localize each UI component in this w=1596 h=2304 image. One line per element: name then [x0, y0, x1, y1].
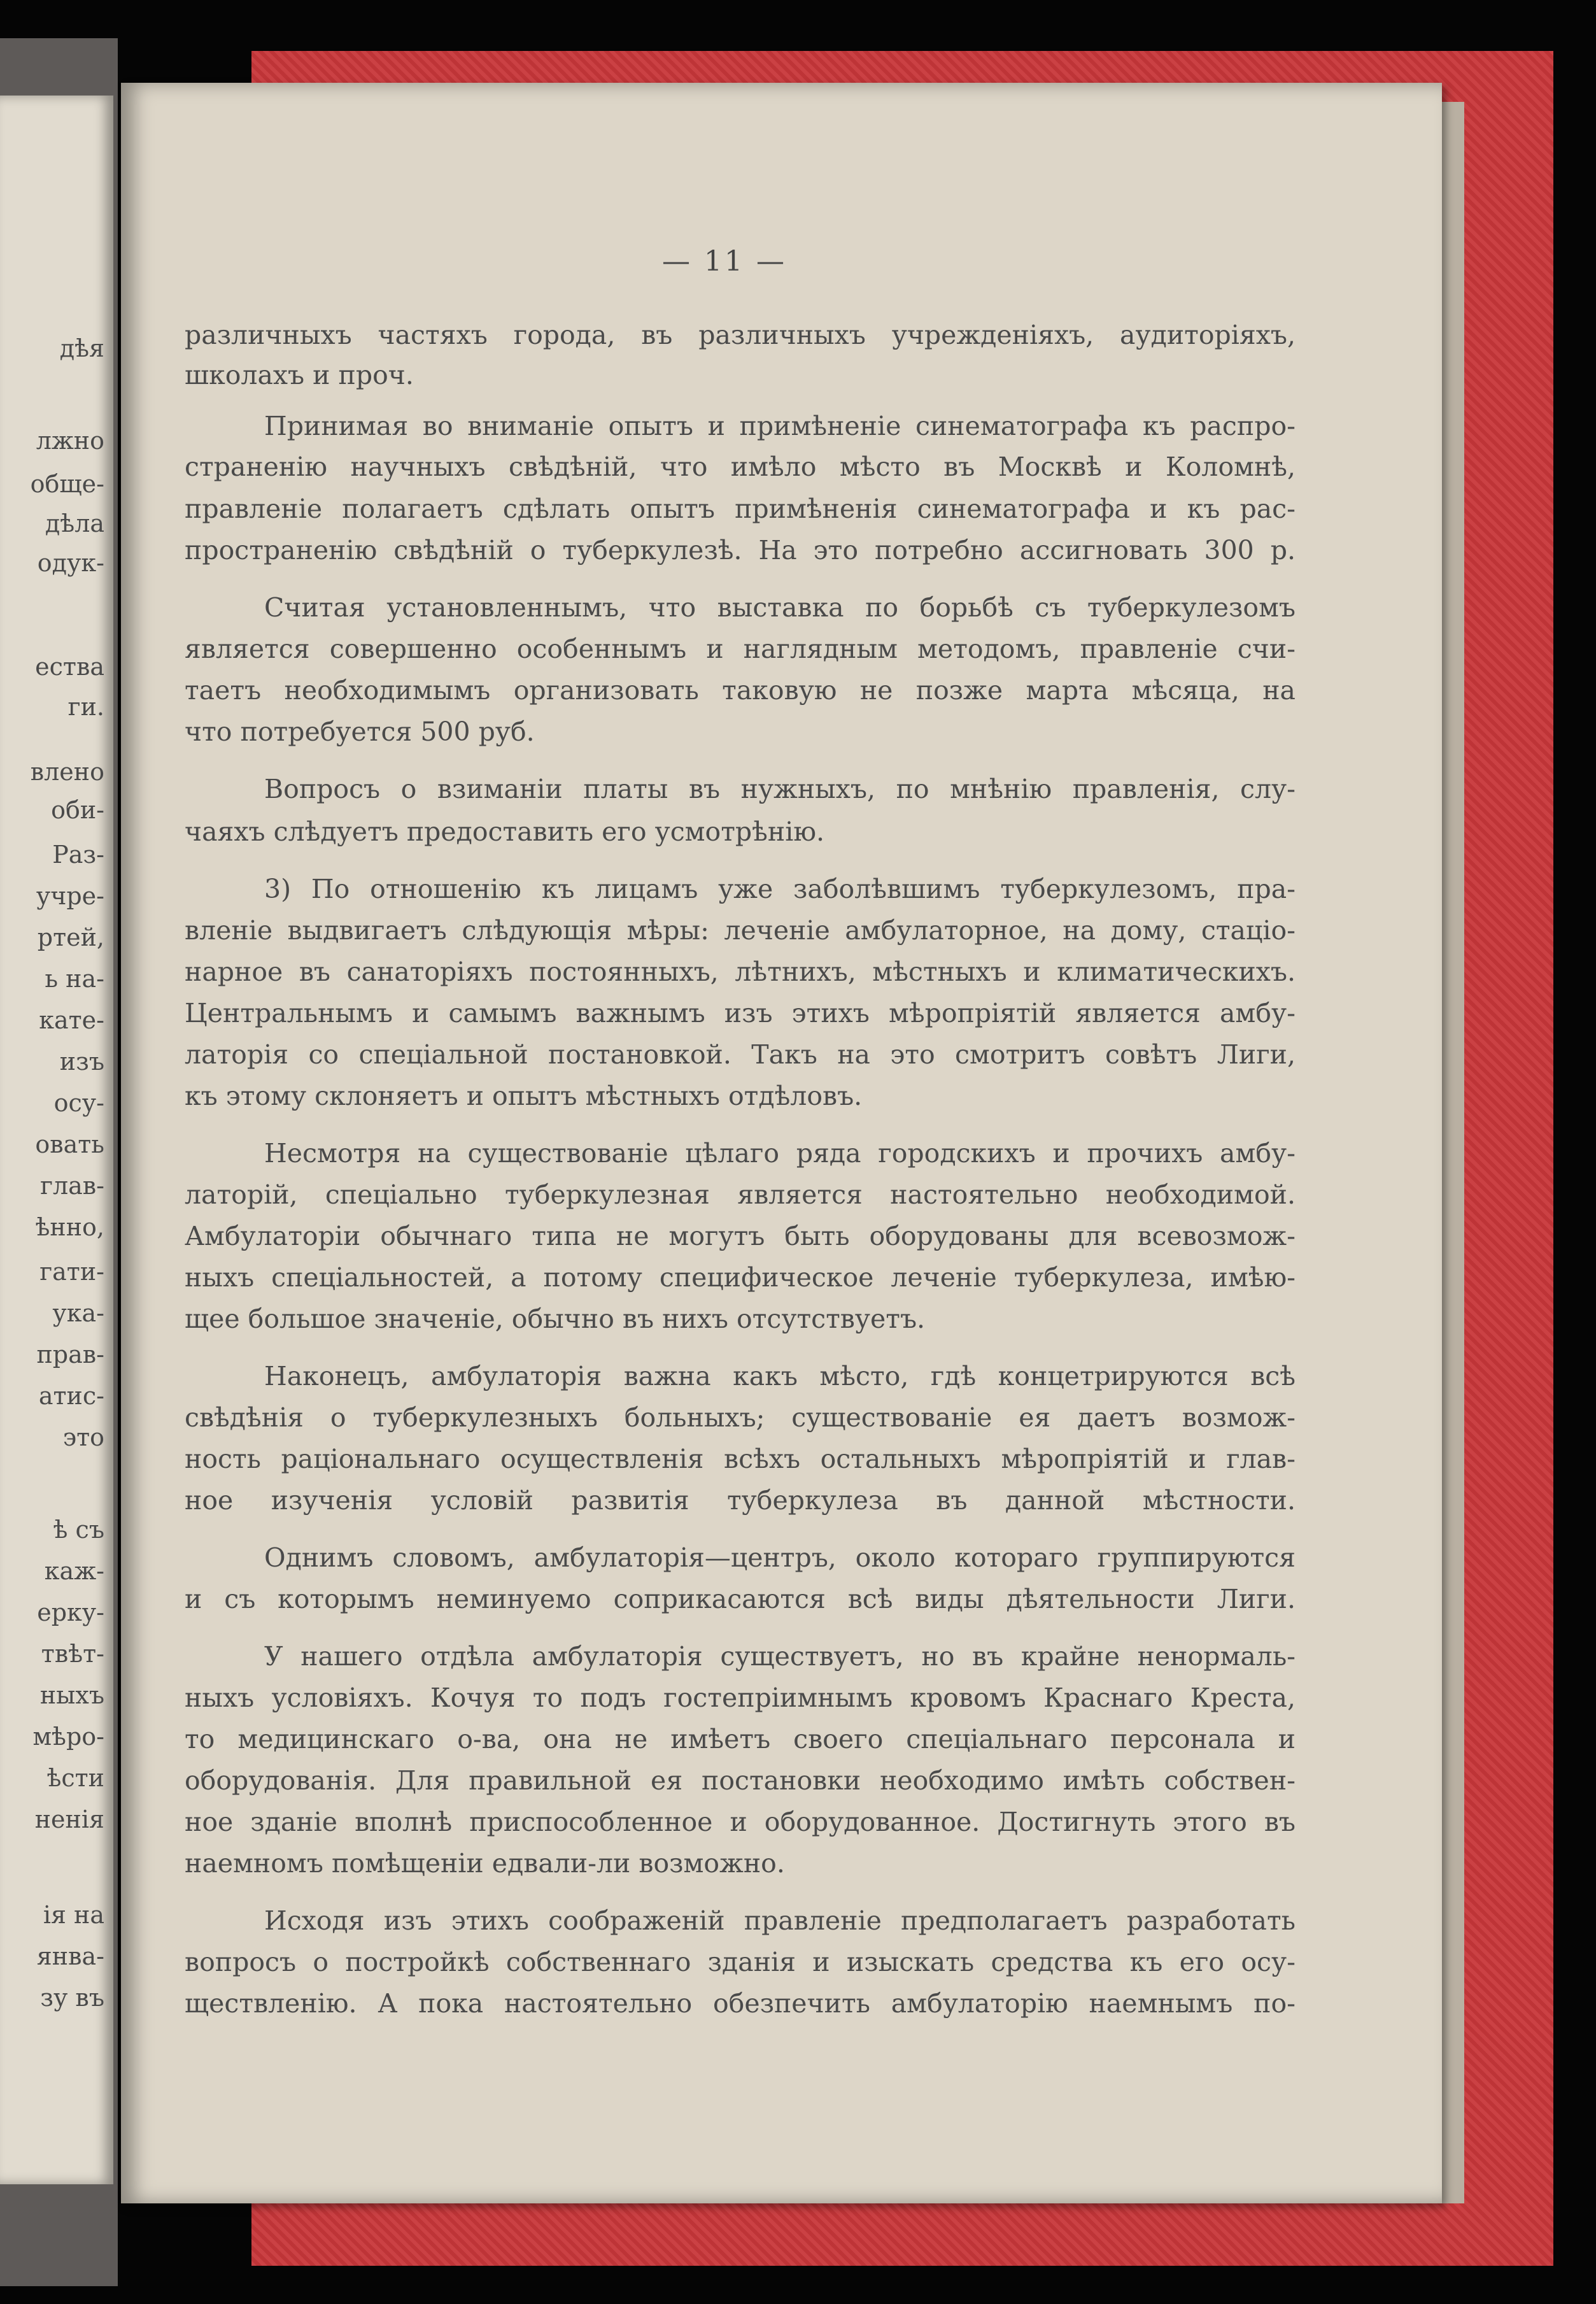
- text-line: школахъ и проч.: [185, 360, 414, 390]
- text-line: наемномъ помѣщеніи едвали-ли возможно.: [185, 1848, 785, 1879]
- text-line: пространенію свѣдѣній о туберкулезѣ. На это потребно ассигновать 300 р.: [185, 535, 1296, 565]
- left-page-fragment: лжно: [36, 427, 104, 455]
- left-page-fragment: обще-: [30, 470, 104, 498]
- text-line: то медицинскаго о-ва, она не имѣетъ своего спеціальнаго персонала и: [185, 1724, 1296, 1754]
- left-page-fragment: зу въ: [40, 1984, 104, 2012]
- left-page-fragment: мѣро-: [32, 1723, 104, 1751]
- text-line: латорій, спеціально туберкулезная является настоятельно необходимой.: [185, 1179, 1296, 1210]
- left-page-fragment: твѣт-: [41, 1640, 104, 1668]
- text-line: ществленію. А пока настоятельно обезпечить амбулаторію наемнымъ по-: [185, 1988, 1296, 2019]
- text-line: правленіе полагаетъ сдѣлать опытъ примѣненія синематографа и къ рас-: [185, 494, 1296, 524]
- left-page-fragment: это: [62, 1423, 104, 1451]
- page-stack-edge: [1439, 102, 1464, 2203]
- text-line: вопросъ о постройкѣ собственнаго зданія и изыскать средства къ его осу-: [185, 1947, 1296, 1977]
- text-line: Центральнымъ и самымъ важнымъ изъ этихъ мѣропріятій является амбу-: [185, 998, 1296, 1028]
- page-number: — 11 —: [662, 245, 787, 278]
- left-page-fragment: ѣ съ: [53, 1516, 104, 1544]
- left-page-fragment: дѣя: [59, 334, 104, 362]
- left-page-fragment: изъ: [59, 1048, 104, 1076]
- text-line: Вопросъ о взиманіи платы въ нужныхъ, по мнѣнію правленія, слу-: [264, 774, 1296, 804]
- left-page-fragment: ѣсти: [46, 1764, 104, 1792]
- text-line: Исходя изъ этихъ соображеній правленіе предполагаетъ разработать: [264, 1905, 1296, 1936]
- left-page-fragment: ь на-: [45, 965, 104, 993]
- left-page-fragment: влено: [30, 758, 104, 786]
- text-line: Однимъ словомъ, амбулаторія—центръ, около котораго группируются: [264, 1542, 1296, 1573]
- left-page-fragment: одук-: [37, 549, 104, 577]
- text-line: свѣдѣнія о туберкулезныхъ больныхъ; существованіе ея даетъ возмож-: [185, 1402, 1296, 1433]
- text-line: Наконецъ, амбулаторія важна какъ мѣсто, гдѣ концетрируются всѣ: [264, 1361, 1296, 1391]
- left-facing-page: [0, 96, 113, 2184]
- text-line: ное изученія условій развитія туберкулеза въ данной мѣстности.: [185, 1485, 1296, 1516]
- text-line: Амбулаторіи обычнаго типа не могутъ быть оборудованы для всевозмож-: [185, 1221, 1296, 1251]
- left-page-fragment: каж-: [44, 1557, 104, 1585]
- text-line: Несмотря на существованіе цѣлаго ряда городскихъ и прочихъ амбу-: [264, 1138, 1296, 1169]
- left-page-fragment: учре-: [36, 882, 104, 910]
- left-page-fragment: ества: [35, 653, 104, 681]
- text-line: таетъ необходимымъ организовать таковую не позже марта мѣсяца, на: [185, 675, 1296, 706]
- left-page-fragment: ука-: [52, 1299, 104, 1327]
- text-line: ныхъ спеціальностей, а потому специфическое леченіе туберкулеза, имѣю-: [185, 1262, 1296, 1293]
- text-line: нарное въ санаторіяхъ постоянныхъ, лѣтнихъ, мѣстныхъ и климатическихъ.: [185, 956, 1296, 987]
- text-line: ность раціональнаго осуществленія всѣхъ остальныхъ мѣропріятій и глав-: [185, 1444, 1296, 1474]
- left-page-fragment: прав-: [36, 1340, 104, 1369]
- text-line: латорія со спеціальной постановкой. Такъ на это смотритъ совѣтъ Лиги,: [185, 1039, 1296, 1070]
- text-line: щее большое значеніе, обычно въ нихъ отсутствуетъ.: [185, 1304, 926, 1334]
- left-page-fragment: янва-: [36, 1942, 104, 1970]
- text-line: къ этому склоняетъ и опытъ мѣстныхъ отдѣловъ.: [185, 1081, 863, 1111]
- text-line: является совершенно особеннымъ и наглядным методомъ, правленіе счи-: [185, 634, 1296, 664]
- left-page-fragment: овать: [35, 1130, 104, 1158]
- text-line: чаяхъ слѣдуетъ предоставить его усмотрѣнію.: [185, 816, 825, 847]
- left-page-fragment: осу-: [53, 1089, 104, 1117]
- left-page-fragment: атис-: [38, 1382, 104, 1410]
- text-line: и съ которымъ неминуемо соприкасаются всѣ виды дѣятельности Лиги.: [185, 1584, 1296, 1614]
- left-page-fragment: ныхъ: [39, 1681, 104, 1709]
- left-page-fragment: ненія: [34, 1805, 104, 1833]
- text-line: что потребуется 500 руб.: [185, 716, 535, 747]
- left-page-fragment: кате-: [39, 1006, 104, 1034]
- text-line: оборудованія. Для правильной ея постановки необходимо имѣть собствен-: [185, 1765, 1296, 1796]
- text-line: страненію научныхъ свѣдѣній, что имѣло мѣсто въ Москвѣ и Коломнѣ,: [185, 452, 1296, 482]
- left-page-fragment: ія на: [43, 1901, 104, 1929]
- left-page-fragment: ѣнно,: [35, 1213, 104, 1241]
- text-line: Принимая во вниманіе опытъ и примѣненіе синематографа къ распро-: [264, 411, 1296, 441]
- text-line: 3) По отношенію къ лицамъ уже заболѣвшимъ туберкулезомъ, пра-: [264, 874, 1296, 904]
- left-page-fragment: дѣла: [45, 509, 104, 537]
- left-page-fragment: оби-: [51, 796, 104, 824]
- text-line: вленіе выдвигаетъ слѣдующія мѣры: леченіе амбулаторное, на дому, стаціо-: [185, 915, 1296, 946]
- text-line: ныхъ условіяхъ. Кочуя то подъ гостепріимнымъ кровомъ Краснаго Креста,: [185, 1682, 1296, 1713]
- left-page-fragment: Раз-: [52, 841, 104, 869]
- text-line: У нашего отдѣла амбулаторія существуетъ, но въ крайне ненормаль-: [264, 1641, 1296, 1672]
- left-page-fragment: гати-: [39, 1258, 104, 1286]
- left-page-fragment: ерку-: [37, 1598, 104, 1626]
- left-page-fragment: ртей,: [37, 923, 104, 951]
- text-line: ное зданіе вполнѣ приспособленное и оборудованное. Достигнуть этого въ: [185, 1807, 1296, 1837]
- left-page-fragment: ги.: [67, 693, 104, 721]
- left-page-fragment: глав-: [40, 1172, 104, 1200]
- text-line: различныхъ частяхъ города, въ различныхъ учрежденіяхъ, аудиторіяхъ,: [185, 320, 1296, 350]
- text-line: Считая установленнымъ, что выставка по борьбѣ съ туберкулезомъ: [264, 592, 1296, 623]
